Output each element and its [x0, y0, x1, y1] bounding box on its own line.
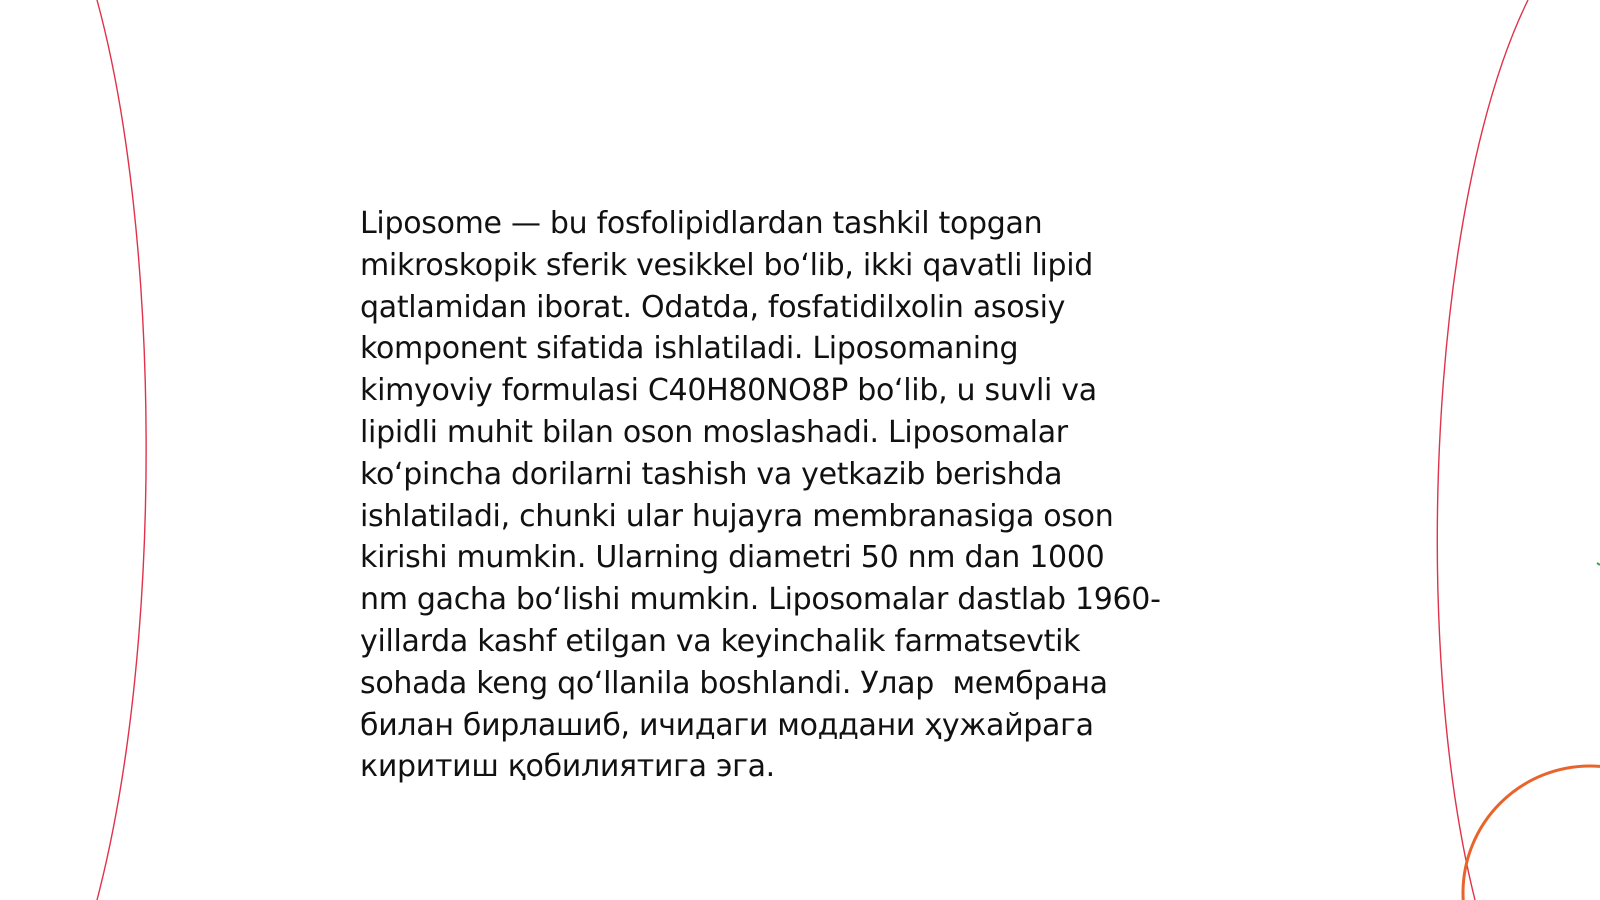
right-curve-line: [1437, 0, 1528, 900]
paragraph-line: sohada keng qo‘llanila boshlandi. Улар мембрана: [360, 665, 1108, 701]
paragraph-line: kimyoviy formulasi C40H80NO8P bo‘lib, u suvli va: [360, 373, 1097, 409]
paragraph-line: ishlatiladi, chunki ular hujayra membranasiga oson: [360, 498, 1114, 534]
paragraph-line: qatlamidan iborat. Odatda, fosfatidilxolin asosiy: [360, 289, 1066, 325]
paragraph-line: kirishi mumkin. Ularning diametri 50 nm dan 1000: [360, 540, 1105, 576]
paragraph-line: Liposome — bu fosfolipidlardan tashkil topgan: [360, 206, 1043, 241]
paragraph-line: ko‘pincha dorilarni tashish va yetkazib berishda: [360, 456, 1063, 492]
paragraph-line: билан бирлашиб, ичидаги моддани ҳужайрага: [360, 707, 1094, 743]
paragraph-line: nm gacha bo‘lishi mumkin. Liposomalar dastlab 1960-: [360, 582, 1161, 618]
accent-circle: [1463, 766, 1600, 900]
paragraph-line: киритиш қобилиятига эга.: [360, 749, 775, 785]
paragraph-line: komponent sifatida ishlatiladi. Liposomaning: [360, 331, 1019, 367]
body-paragraph: [360, 203, 1260, 788]
paragraph-line: lipidli muhit bilan oson moslashadi. Liposomalar: [360, 414, 1068, 450]
paragraph-line: mikroskopik sferik vesikkel bo‘lib, ikki qavatli lipid: [360, 247, 1094, 283]
paragraph-line: yillarda kashf etilgan va keyinchalik farmatsevtik: [360, 623, 1081, 659]
left-curve-line: [97, 0, 146, 900]
